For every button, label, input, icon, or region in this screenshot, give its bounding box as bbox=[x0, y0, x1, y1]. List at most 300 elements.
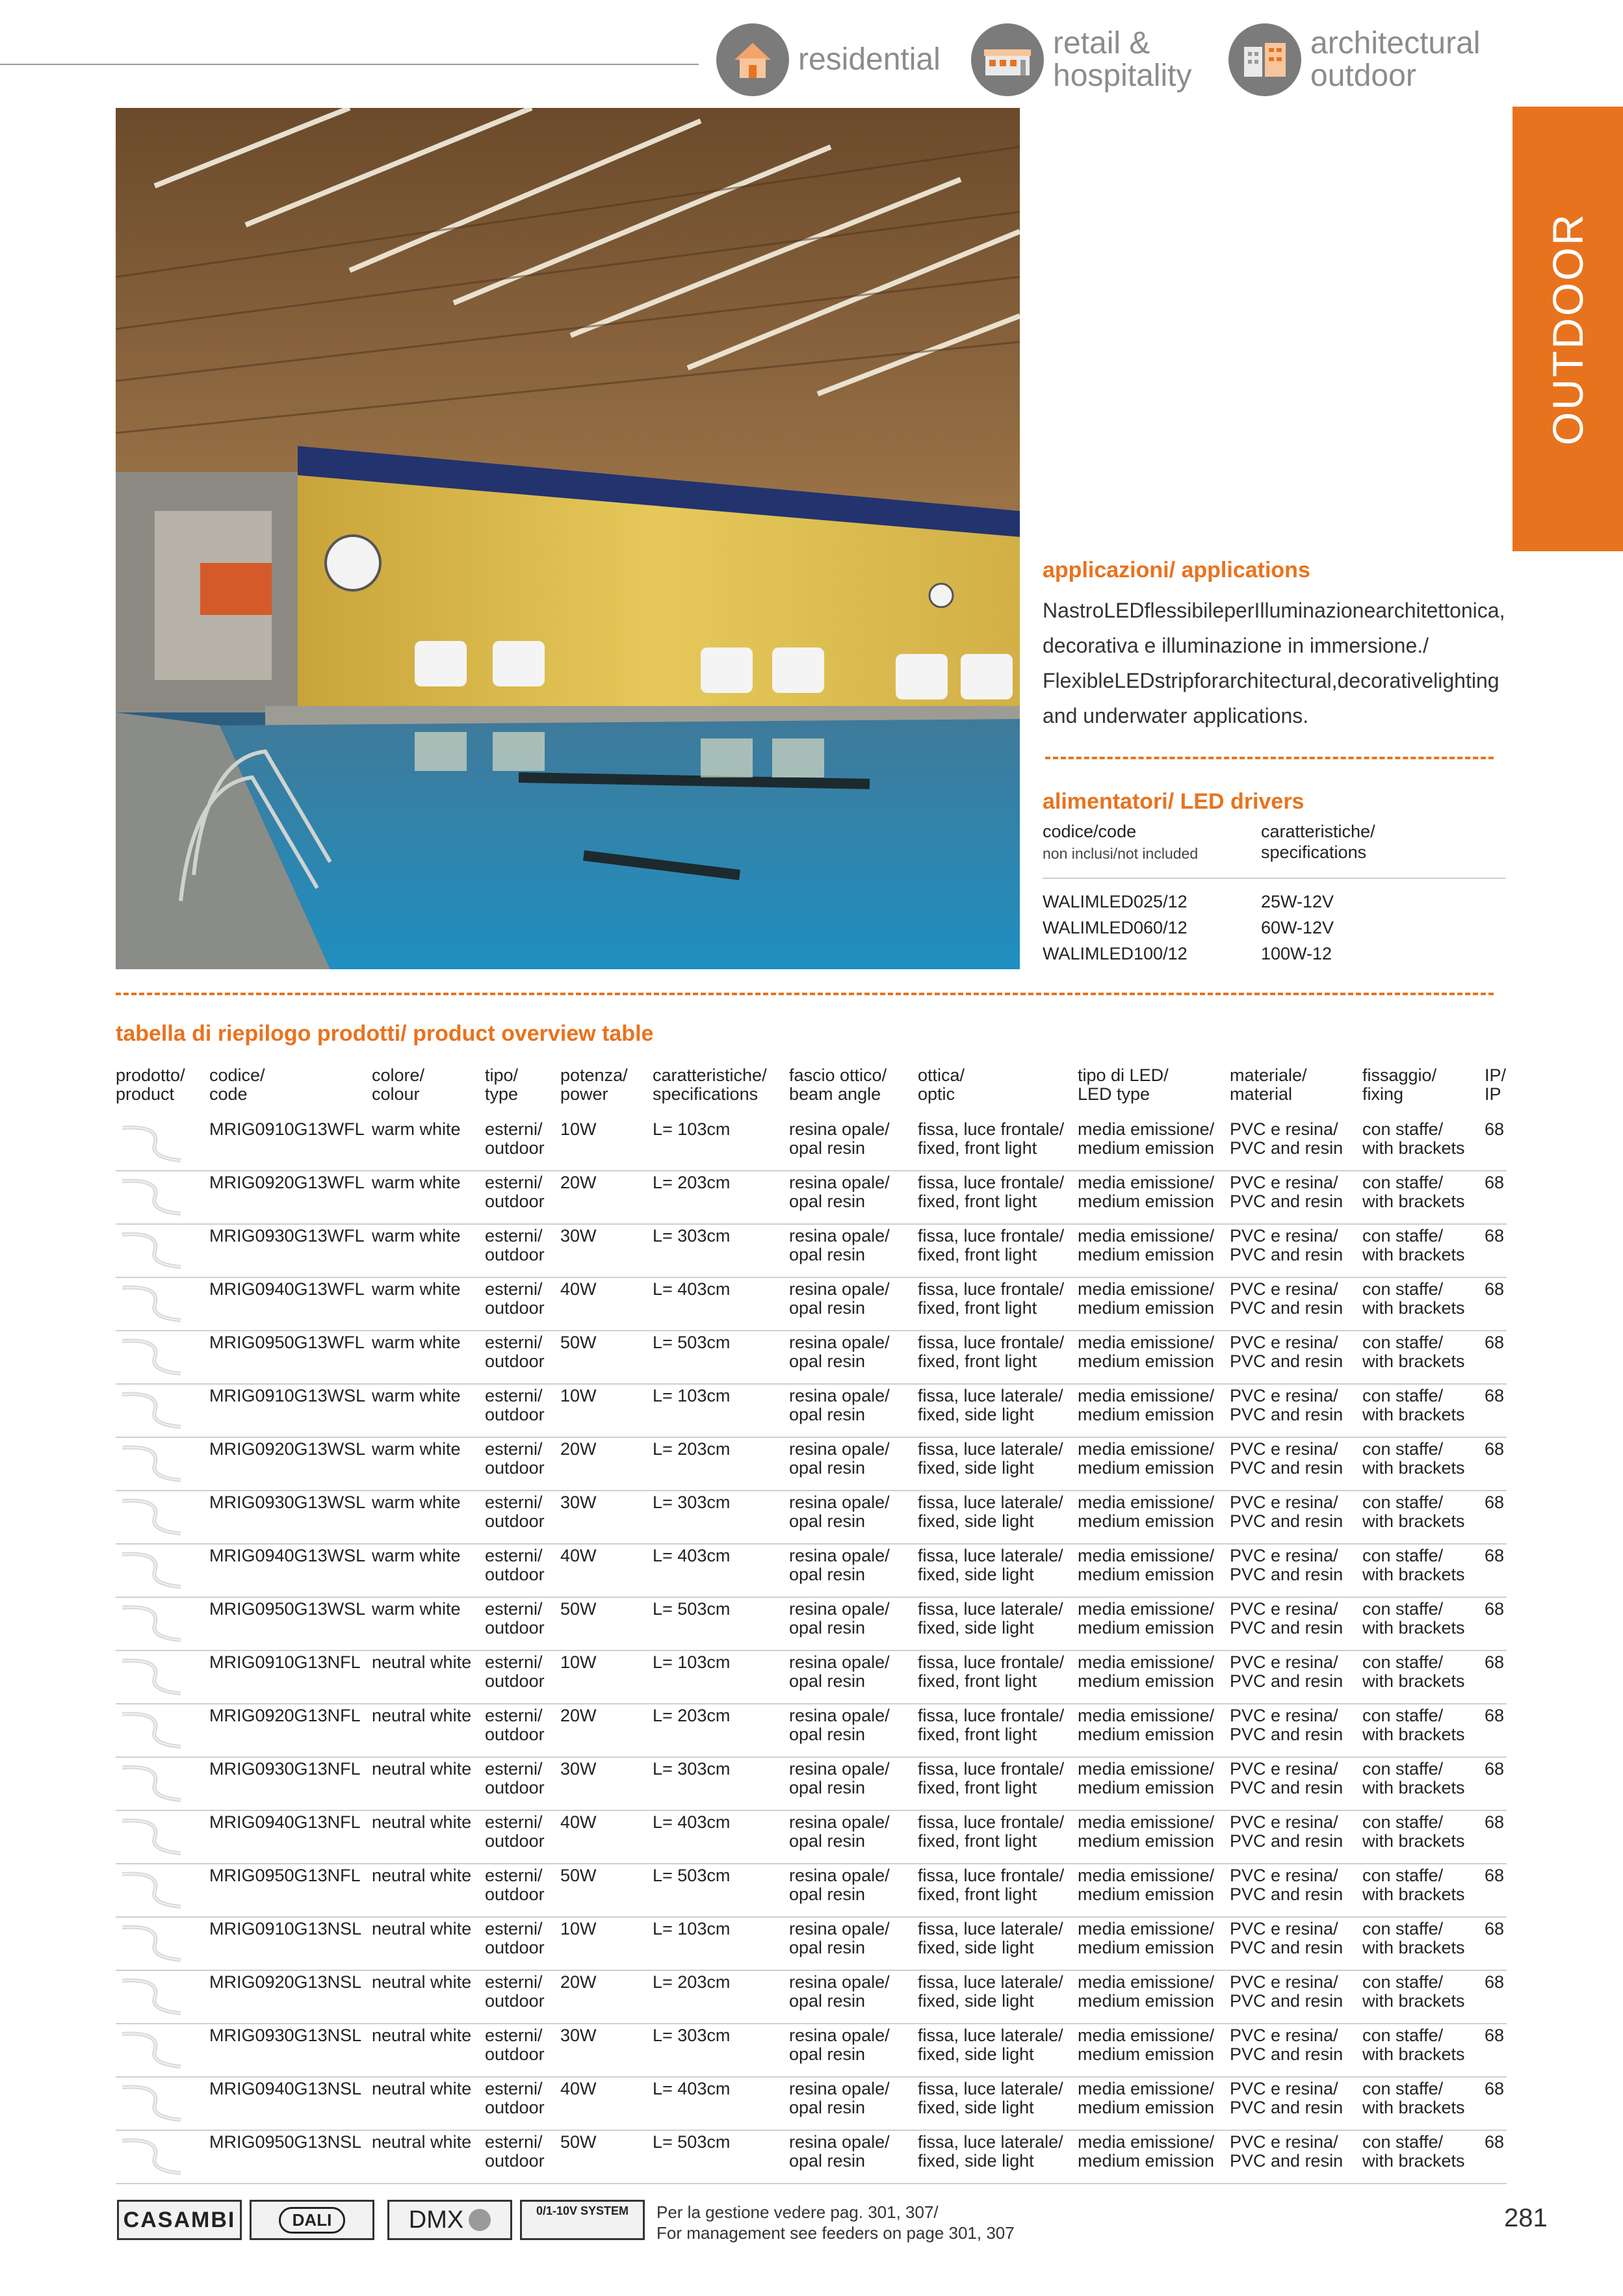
cell-optic: fissa, luce laterale/ fixed, side light bbox=[918, 1972, 1063, 2011]
category-label: retail & hospitality bbox=[1053, 26, 1192, 93]
cell-optic: fissa, luce frontale/ fixed, front light bbox=[918, 1333, 1065, 1371]
cell-colour: neutral white bbox=[372, 1706, 472, 1725]
product-table bbox=[116, 1066, 1507, 2184]
cell-optic: fissa, luce laterale/ fixed, side light bbox=[918, 1439, 1063, 1478]
product-thumbnail bbox=[116, 1440, 205, 1490]
cell-power: 40W bbox=[560, 1279, 597, 1299]
product-thumbnail bbox=[116, 1333, 205, 1383]
cell-fixing: con staffe/ with brackets bbox=[1362, 1493, 1465, 1531]
cell-colour: neutral white bbox=[372, 1812, 472, 1832]
cell-material: PVC e resina/ PVC and resin bbox=[1230, 1866, 1344, 1904]
cell-code: MRIG0930G13WFL bbox=[209, 1226, 365, 1246]
cell-type: esterni/ outdoor bbox=[485, 1919, 545, 1957]
cell-ip: 68 bbox=[1485, 2132, 1505, 2152]
section-divider bbox=[1045, 757, 1494, 759]
applications-text bbox=[1043, 593, 1524, 733]
table-row bbox=[116, 1171, 1507, 1225]
cell-material: PVC e resina/ PVC and resin bbox=[1230, 1493, 1344, 1531]
cell-beam-angle: resina opale/ opal resin bbox=[789, 1493, 890, 1531]
cell-type: esterni/ outdoor bbox=[485, 1333, 545, 1371]
cell-type: esterni/ outdoor bbox=[485, 1386, 545, 1424]
cell-fixing: con staffe/ with brackets bbox=[1362, 1226, 1465, 1264]
cell-ip: 68 bbox=[1485, 1439, 1505, 1459]
cell-beam-angle: resina opale/ opal resin bbox=[789, 1279, 890, 1318]
cell-ip: 68 bbox=[1485, 1599, 1505, 1619]
cell-beam-angle: resina opale/ opal resin bbox=[789, 1812, 890, 1851]
cell-fixing: con staffe/ with brackets bbox=[1362, 1386, 1465, 1424]
product-thumbnail bbox=[116, 1120, 205, 1170]
cell-fixing: con staffe/ with brackets bbox=[1362, 1759, 1465, 1797]
cell-fixing: con staffe/ with brackets bbox=[1362, 1546, 1465, 1584]
cell-fixing: con staffe/ with brackets bbox=[1362, 1119, 1465, 1158]
cell-type: esterni/ outdoor bbox=[485, 1226, 545, 1264]
cell-material: PVC e resina/ PVC and resin bbox=[1230, 2079, 1344, 2117]
cell-beam-angle: resina opale/ opal resin bbox=[789, 2026, 890, 2064]
footer-note: Per la gestione vedere pag. 301, 307/ For management see feeders on page 301, 307 bbox=[656, 2202, 1015, 2243]
cell-optic: fissa, luce frontale/ fixed, front light bbox=[918, 1812, 1065, 1851]
applications-line: and underwater applications. bbox=[1043, 704, 1309, 727]
cell-optic: fissa, luce laterale/ fixed, side light bbox=[918, 1493, 1063, 1531]
cell-material: PVC e resina/ PVC and resin bbox=[1230, 1706, 1344, 1744]
cell-power: 50W bbox=[560, 2132, 597, 2152]
cell-led-type: media emissione/ medium emission bbox=[1078, 1493, 1215, 1531]
cell-spec: L= 203cm bbox=[653, 1972, 731, 1992]
driver-code: WALIMLED060/12 bbox=[1043, 918, 1188, 937]
cell-optic: fissa, luce laterale/ fixed, side light bbox=[918, 2026, 1063, 2064]
header-colour: colore/ colour bbox=[372, 1065, 425, 1104]
cell-led-type: media emissione/ medium emission bbox=[1078, 1386, 1215, 1424]
cell-optic: fissa, luce laterale/ fixed, side light bbox=[918, 2079, 1063, 2117]
cell-spec: L= 403cm bbox=[653, 2079, 731, 2098]
house-icon bbox=[716, 23, 789, 96]
cell-power: 50W bbox=[560, 1333, 597, 1352]
category-architectural-outdoor[interactable] bbox=[1228, 23, 1505, 96]
cell-led-type: media emissione/ medium emission bbox=[1078, 1279, 1215, 1318]
cell-spec: L= 103cm bbox=[653, 1919, 731, 1938]
cell-code: MRIG0920G13NFL bbox=[209, 1706, 361, 1725]
driver-row bbox=[1043, 915, 1505, 941]
product-thumbnail bbox=[116, 1866, 205, 1916]
table-title: tabella di riepilogo prodotti/ product overview table bbox=[116, 1021, 654, 1046]
cell-material: PVC e resina/ PVC and resin bbox=[1230, 1333, 1344, 1371]
cell-type: esterni/ outdoor bbox=[485, 2079, 545, 2117]
cell-code: MRIG0940G13NFL bbox=[209, 1812, 361, 1832]
cell-spec: L= 203cm bbox=[653, 1706, 731, 1725]
casambi-logo: CASAMBI bbox=[117, 2200, 242, 2240]
cell-optic: fissa, luce laterale/ fixed, side light bbox=[918, 1599, 1063, 1637]
table-row bbox=[116, 1491, 1507, 1545]
cell-fixing: con staffe/ with brackets bbox=[1362, 2132, 1465, 2171]
product-thumbnail bbox=[116, 2080, 205, 2130]
cell-ip: 68 bbox=[1485, 2026, 1505, 2045]
pool-photo bbox=[116, 108, 1020, 969]
cell-optic: fissa, luce laterale/ fixed, side light bbox=[918, 2132, 1063, 2171]
cell-ip: 68 bbox=[1485, 1919, 1505, 1938]
cell-beam-angle: resina opale/ opal resin bbox=[789, 1546, 890, 1584]
cell-code: MRIG0930G13WSL bbox=[209, 1493, 366, 1512]
drivers-code-subheader: non inclusi/not included bbox=[1043, 845, 1199, 862]
cell-spec: L= 303cm bbox=[653, 1493, 731, 1512]
product-thumbnail bbox=[116, 1493, 205, 1543]
cell-code: MRIG0910G13NFL bbox=[209, 1652, 361, 1672]
cell-optic: fissa, luce laterale/ fixed, side light bbox=[918, 1546, 1063, 1584]
cell-colour: warm white bbox=[372, 1439, 461, 1459]
cell-power: 50W bbox=[560, 1866, 597, 1885]
cell-led-type: media emissione/ medium emission bbox=[1078, 1812, 1215, 1851]
cell-type: esterni/ outdoor bbox=[485, 1972, 545, 2011]
cell-beam-angle: resina opale/ opal resin bbox=[789, 1706, 890, 1744]
header-power: potenza/ power bbox=[560, 1065, 628, 1104]
table-row bbox=[116, 1278, 1507, 1331]
cell-type: esterni/ outdoor bbox=[485, 1279, 545, 1318]
cell-fixing: con staffe/ with brackets bbox=[1362, 1919, 1465, 1957]
cell-beam-angle: resina opale/ opal resin bbox=[789, 1652, 890, 1691]
cell-beam-angle: resina opale/ opal resin bbox=[789, 1333, 890, 1371]
cell-colour: neutral white bbox=[372, 1919, 472, 1938]
cell-type: esterni/ outdoor bbox=[485, 2026, 545, 2064]
cell-led-type: media emissione/ medium emission bbox=[1078, 1759, 1215, 1797]
cell-beam-angle: resina opale/ opal resin bbox=[789, 1439, 890, 1478]
cell-optic: fissa, luce frontale/ fixed, front light bbox=[918, 1226, 1065, 1264]
cell-colour: neutral white bbox=[372, 1866, 472, 1885]
cell-beam-angle: resina opale/ opal resin bbox=[789, 1599, 890, 1637]
product-thumbnail bbox=[116, 1600, 205, 1650]
cell-colour: neutral white bbox=[372, 1972, 472, 1992]
cell-power: 40W bbox=[560, 2079, 597, 2098]
cell-code: MRIG0940G13NSL bbox=[209, 2079, 362, 2098]
building-icon bbox=[1228, 23, 1301, 96]
cell-spec: L= 503cm bbox=[653, 1599, 731, 1619]
cell-colour: warm white bbox=[372, 1599, 461, 1619]
cell-material: PVC e resina/ PVC and resin bbox=[1230, 1173, 1344, 1211]
driver-code: WALIMLED100/12 bbox=[1043, 944, 1188, 963]
header-type: tipo/ type bbox=[485, 1065, 519, 1104]
cell-beam-angle: resina opale/ opal resin bbox=[789, 1919, 890, 1957]
driver-spec: 25W-12V bbox=[1261, 892, 1334, 911]
cell-type: esterni/ outdoor bbox=[485, 1439, 545, 1478]
cell-spec: L= 103cm bbox=[653, 1119, 731, 1139]
header-beam-angle: fascio ottico/ beam angle bbox=[789, 1065, 887, 1104]
cell-material: PVC e resina/ PVC and resin bbox=[1230, 1652, 1344, 1691]
cell-spec: L= 303cm bbox=[653, 1226, 731, 1246]
cell-colour: warm white bbox=[372, 1119, 461, 1139]
cell-code: MRIG0910G13NSL bbox=[209, 1919, 362, 1938]
table-header bbox=[116, 1066, 1507, 1118]
cell-power: 20W bbox=[560, 1706, 597, 1725]
cell-code: MRIG0920G13NSL bbox=[209, 1972, 362, 1992]
cell-led-type: media emissione/ medium emission bbox=[1078, 1173, 1215, 1211]
cell-type: esterni/ outdoor bbox=[485, 1866, 545, 1904]
cell-spec: L= 103cm bbox=[653, 1386, 731, 1405]
product-thumbnail bbox=[116, 1387, 205, 1437]
product-thumbnail bbox=[116, 1920, 205, 1970]
cell-type: esterni/ outdoor bbox=[485, 1119, 545, 1158]
cell-code: MRIG0910G13WSL bbox=[209, 1386, 366, 1405]
cell-type: esterni/ outdoor bbox=[485, 1493, 545, 1531]
cell-fixing: con staffe/ with brackets bbox=[1362, 1972, 1465, 2011]
table-row bbox=[116, 1811, 1507, 1864]
category-label: residential bbox=[798, 42, 941, 77]
cell-colour: neutral white bbox=[372, 2132, 472, 2152]
product-thumbnail bbox=[116, 1813, 205, 1863]
cell-type: esterni/ outdoor bbox=[485, 1546, 545, 1584]
cell-type: esterni/ outdoor bbox=[485, 1599, 545, 1637]
table-row bbox=[116, 2078, 1507, 2131]
product-thumbnail bbox=[116, 1760, 205, 1810]
product-thumbnail bbox=[116, 1973, 205, 2023]
cell-ip: 68 bbox=[1485, 1866, 1505, 1885]
cell-led-type: media emissione/ medium emission bbox=[1078, 1546, 1215, 1584]
cell-power: 10W bbox=[560, 1919, 597, 1938]
cell-led-type: media emissione/ medium emission bbox=[1078, 2079, 1215, 2117]
cell-fixing: con staffe/ with brackets bbox=[1362, 1279, 1465, 1318]
cell-power: 30W bbox=[560, 1226, 597, 1246]
table-row bbox=[116, 1385, 1507, 1438]
table-row bbox=[116, 1918, 1507, 1971]
header-optic: ottica/ optic bbox=[918, 1065, 965, 1104]
cell-power: 30W bbox=[560, 1759, 597, 1779]
section-tab-label: OUTDOOR bbox=[1544, 212, 1592, 446]
table-row bbox=[116, 1971, 1507, 2024]
cell-colour: neutral white bbox=[372, 1759, 472, 1779]
cell-optic: fissa, luce laterale/ fixed, side light bbox=[918, 1919, 1063, 1957]
table-row bbox=[116, 1225, 1507, 1278]
cell-ip: 68 bbox=[1485, 1652, 1505, 1672]
cell-spec: L= 403cm bbox=[653, 1812, 731, 1832]
section-tab[interactable] bbox=[1513, 107, 1623, 551]
drivers-rule bbox=[1043, 878, 1505, 879]
cell-fixing: con staffe/ with brackets bbox=[1362, 1812, 1465, 1851]
drivers-spec-header: caratteristiche/ specifications bbox=[1261, 822, 1375, 862]
drivers-title: alimentatori/ LED drivers bbox=[1043, 789, 1305, 814]
cell-colour: neutral white bbox=[372, 2079, 472, 2098]
cell-spec: L= 403cm bbox=[653, 1279, 731, 1299]
table-row bbox=[116, 1704, 1507, 1758]
driver-spec: 100W-12 bbox=[1261, 944, 1332, 963]
cell-beam-angle: resina opale/ opal resin bbox=[789, 2079, 890, 2117]
cell-type: esterni/ outdoor bbox=[485, 1706, 545, 1744]
cell-colour: warm white bbox=[372, 1333, 461, 1352]
cell-ip: 68 bbox=[1485, 2079, 1505, 2098]
category-label: architectural outdoor bbox=[1310, 26, 1481, 93]
cell-colour: neutral white bbox=[372, 1652, 472, 1672]
product-thumbnail bbox=[116, 1280, 205, 1330]
cell-led-type: media emissione/ medium emission bbox=[1078, 1599, 1215, 1637]
cell-spec: L= 203cm bbox=[653, 1439, 731, 1459]
cell-power: 20W bbox=[560, 1439, 597, 1459]
header-specifications: caratteristiche/ specifications bbox=[653, 1065, 767, 1104]
cell-power: 10W bbox=[560, 1652, 597, 1672]
product-thumbnail bbox=[116, 2133, 205, 2183]
category-retail-hospitality[interactable] bbox=[971, 23, 1209, 96]
cell-spec: L= 203cm bbox=[653, 1173, 731, 1192]
cell-fixing: con staffe/ with brackets bbox=[1362, 1333, 1465, 1371]
cell-material: PVC e resina/ PVC and resin bbox=[1230, 1972, 1344, 2011]
cell-beam-angle: resina opale/ opal resin bbox=[789, 1173, 890, 1211]
header-material: materiale/ material bbox=[1230, 1065, 1307, 1104]
cell-spec: L= 103cm bbox=[653, 1652, 731, 1672]
cell-spec: L= 403cm bbox=[653, 1546, 731, 1565]
cell-beam-angle: resina opale/ opal resin bbox=[789, 1759, 890, 1797]
cell-led-type: media emissione/ medium emission bbox=[1078, 1706, 1215, 1744]
header-code: codice/ code bbox=[209, 1065, 265, 1104]
cell-material: PVC e resina/ PVC and resin bbox=[1230, 2026, 1344, 2064]
cell-type: esterni/ outdoor bbox=[485, 2132, 545, 2171]
cell-fixing: con staffe/ with brackets bbox=[1362, 1866, 1465, 1904]
cell-code: MRIG0930G13NFL bbox=[209, 1759, 361, 1779]
cell-code: MRIG0920G13WSL bbox=[209, 1439, 366, 1459]
page-number: 281 bbox=[1504, 2204, 1548, 2232]
dmx-logo: DMX bbox=[387, 2200, 512, 2240]
product-thumbnail bbox=[116, 1653, 205, 1703]
cell-beam-angle: resina opale/ opal resin bbox=[789, 2132, 890, 2171]
cell-fixing: con staffe/ with brackets bbox=[1362, 1652, 1465, 1691]
cell-material: PVC e resina/ PVC and resin bbox=[1230, 1919, 1344, 1957]
cell-led-type: media emissione/ medium emission bbox=[1078, 1439, 1215, 1478]
cell-beam-angle: resina opale/ opal resin bbox=[789, 1119, 890, 1158]
product-thumbnail bbox=[116, 1706, 205, 1756]
table-row bbox=[116, 1651, 1507, 1704]
drivers-list bbox=[1043, 889, 1505, 967]
table-row bbox=[116, 1758, 1507, 1811]
drivers-code-header: codice/code bbox=[1043, 822, 1137, 841]
cell-power: 50W bbox=[560, 1599, 597, 1619]
driver-row bbox=[1043, 889, 1505, 915]
cell-spec: L= 503cm bbox=[653, 1333, 731, 1352]
cell-optic: fissa, luce frontale/ fixed, front light bbox=[918, 1119, 1065, 1158]
header-rule bbox=[0, 64, 699, 65]
cell-fixing: con staffe/ with brackets bbox=[1362, 1439, 1465, 1478]
table-row bbox=[116, 2024, 1507, 2078]
table-row bbox=[116, 1545, 1507, 1598]
shop-icon bbox=[971, 23, 1044, 96]
cell-colour: neutral white bbox=[372, 2026, 472, 2045]
cell-power: 20W bbox=[560, 1972, 597, 1992]
cell-ip: 68 bbox=[1485, 1386, 1505, 1405]
cell-beam-angle: resina opale/ opal resin bbox=[789, 1866, 890, 1904]
product-thumbnail bbox=[116, 2026, 205, 2076]
cell-ip: 68 bbox=[1485, 1706, 1505, 1725]
cell-colour: warm white bbox=[372, 1173, 461, 1192]
cell-material: PVC e resina/ PVC and resin bbox=[1230, 1226, 1344, 1264]
cell-colour: warm white bbox=[372, 1279, 461, 1299]
cell-power: 10W bbox=[560, 1119, 597, 1139]
cell-led-type: media emissione/ medium emission bbox=[1078, 1652, 1215, 1691]
cell-ip: 68 bbox=[1485, 1226, 1505, 1246]
cell-ip: 68 bbox=[1485, 1279, 1505, 1299]
cell-optic: fissa, luce frontale/ fixed, front light bbox=[918, 1866, 1065, 1904]
cell-material: PVC e resina/ PVC and resin bbox=[1230, 1599, 1344, 1637]
driver-row bbox=[1043, 941, 1505, 967]
cell-fixing: con staffe/ with brackets bbox=[1362, 1706, 1465, 1744]
cell-power: 40W bbox=[560, 1546, 597, 1565]
cell-ip: 68 bbox=[1485, 1972, 1505, 1992]
category-residential[interactable] bbox=[716, 23, 941, 96]
table-row bbox=[116, 1118, 1507, 1171]
cell-code: MRIG0950G13WFL bbox=[209, 1333, 365, 1352]
cell-optic: fissa, luce frontale/ fixed, front light bbox=[918, 1279, 1065, 1318]
cell-optic: fissa, luce laterale/ fixed, side light bbox=[918, 1386, 1063, 1424]
cell-material: PVC e resina/ PVC and resin bbox=[1230, 2132, 1344, 2171]
cell-power: 30W bbox=[560, 1493, 597, 1512]
cell-led-type: media emissione/ medium emission bbox=[1078, 1972, 1215, 2011]
cell-power: 40W bbox=[560, 1812, 597, 1832]
cell-code: MRIG0940G13WFL bbox=[209, 1279, 365, 1299]
table-body bbox=[116, 1118, 1507, 2184]
cell-colour: warm white bbox=[372, 1546, 461, 1565]
cell-material: PVC e resina/ PVC and resin bbox=[1230, 1386, 1344, 1424]
cell-material: PVC e resina/ PVC and resin bbox=[1230, 1759, 1344, 1797]
cell-power: 20W bbox=[560, 1173, 597, 1192]
cell-ip: 68 bbox=[1485, 1333, 1505, 1352]
cell-material: PVC e resina/ PVC and resin bbox=[1230, 1439, 1344, 1478]
cell-colour: warm white bbox=[372, 1386, 461, 1405]
cell-spec: L= 503cm bbox=[653, 2132, 731, 2152]
cell-led-type: media emissione/ medium emission bbox=[1078, 1919, 1215, 1957]
cell-beam-angle: resina opale/ opal resin bbox=[789, 1386, 890, 1424]
cell-led-type: media emissione/ medium emission bbox=[1078, 1226, 1215, 1264]
cell-fixing: con staffe/ with brackets bbox=[1362, 2026, 1465, 2064]
product-thumbnail bbox=[116, 1173, 205, 1223]
cell-type: esterni/ outdoor bbox=[485, 1173, 545, 1211]
product-thumbnail bbox=[116, 1227, 205, 1277]
cell-code: MRIG0950G13NFL bbox=[209, 1866, 361, 1885]
applications-line: NastroLEDflessibileperIlluminazionearchitettonica, bbox=[1043, 599, 1505, 622]
cell-code: MRIG0950G13NSL bbox=[209, 2132, 362, 2152]
header-fixing: fissaggio/ fixing bbox=[1362, 1065, 1437, 1104]
cell-material: PVC e resina/ PVC and resin bbox=[1230, 1119, 1344, 1158]
cell-optic: fissa, luce frontale/ fixed, front light bbox=[918, 1706, 1065, 1744]
cell-code: MRIG0910G13WFL bbox=[209, 1119, 365, 1139]
cell-optic: fissa, luce frontale/ fixed, front light bbox=[918, 1173, 1065, 1211]
cell-type: esterni/ outdoor bbox=[485, 1812, 545, 1851]
table-row bbox=[116, 1864, 1507, 1918]
cell-led-type: media emissione/ medium emission bbox=[1078, 1866, 1215, 1904]
applications-line: FlexibleLEDstripforarchitectural,decorativelighting bbox=[1043, 669, 1500, 692]
cell-beam-angle: resina opale/ opal resin bbox=[789, 1226, 890, 1264]
cell-ip: 68 bbox=[1485, 1546, 1505, 1565]
table-row bbox=[116, 1598, 1507, 1651]
cell-type: esterni/ outdoor bbox=[485, 1759, 545, 1797]
0-10v-system-logo: 0/1-10V SYSTEM bbox=[520, 2200, 645, 2240]
cell-code: MRIG0950G13WSL bbox=[209, 1599, 366, 1619]
table-row bbox=[116, 2131, 1507, 2184]
cell-code: MRIG0930G13NSL bbox=[209, 2026, 362, 2045]
cell-material: PVC e resina/ PVC and resin bbox=[1230, 1279, 1344, 1318]
cell-fixing: con staffe/ with brackets bbox=[1362, 1599, 1465, 1637]
header-led-type: tipo di LED/ LED type bbox=[1078, 1065, 1169, 1104]
cell-led-type: media emissione/ medium emission bbox=[1078, 2132, 1215, 2171]
cell-type: esterni/ outdoor bbox=[485, 1652, 545, 1691]
section-divider bbox=[116, 993, 1494, 995]
cell-spec: L= 503cm bbox=[653, 1866, 731, 1885]
header-product: prodotto/ product bbox=[116, 1065, 185, 1104]
cell-spec: L= 303cm bbox=[653, 1759, 731, 1779]
cell-ip: 68 bbox=[1485, 1759, 1505, 1779]
cell-led-type: media emissione/ medium emission bbox=[1078, 1119, 1215, 1158]
cell-power: 30W bbox=[560, 2026, 597, 2045]
cell-fixing: con staffe/ with brackets bbox=[1362, 1173, 1465, 1211]
cell-colour: warm white bbox=[372, 1493, 461, 1512]
cell-power: 10W bbox=[560, 1386, 597, 1405]
cell-led-type: media emissione/ medium emission bbox=[1078, 2026, 1215, 2064]
driver-code: WALIMLED025/12 bbox=[1043, 892, 1188, 911]
product-thumbnail bbox=[116, 1546, 205, 1597]
cell-optic: fissa, luce frontale/ fixed, front light bbox=[918, 1652, 1065, 1691]
driver-spec: 60W-12V bbox=[1261, 918, 1334, 937]
cell-ip: 68 bbox=[1485, 1173, 1505, 1192]
table-row bbox=[116, 1438, 1507, 1491]
